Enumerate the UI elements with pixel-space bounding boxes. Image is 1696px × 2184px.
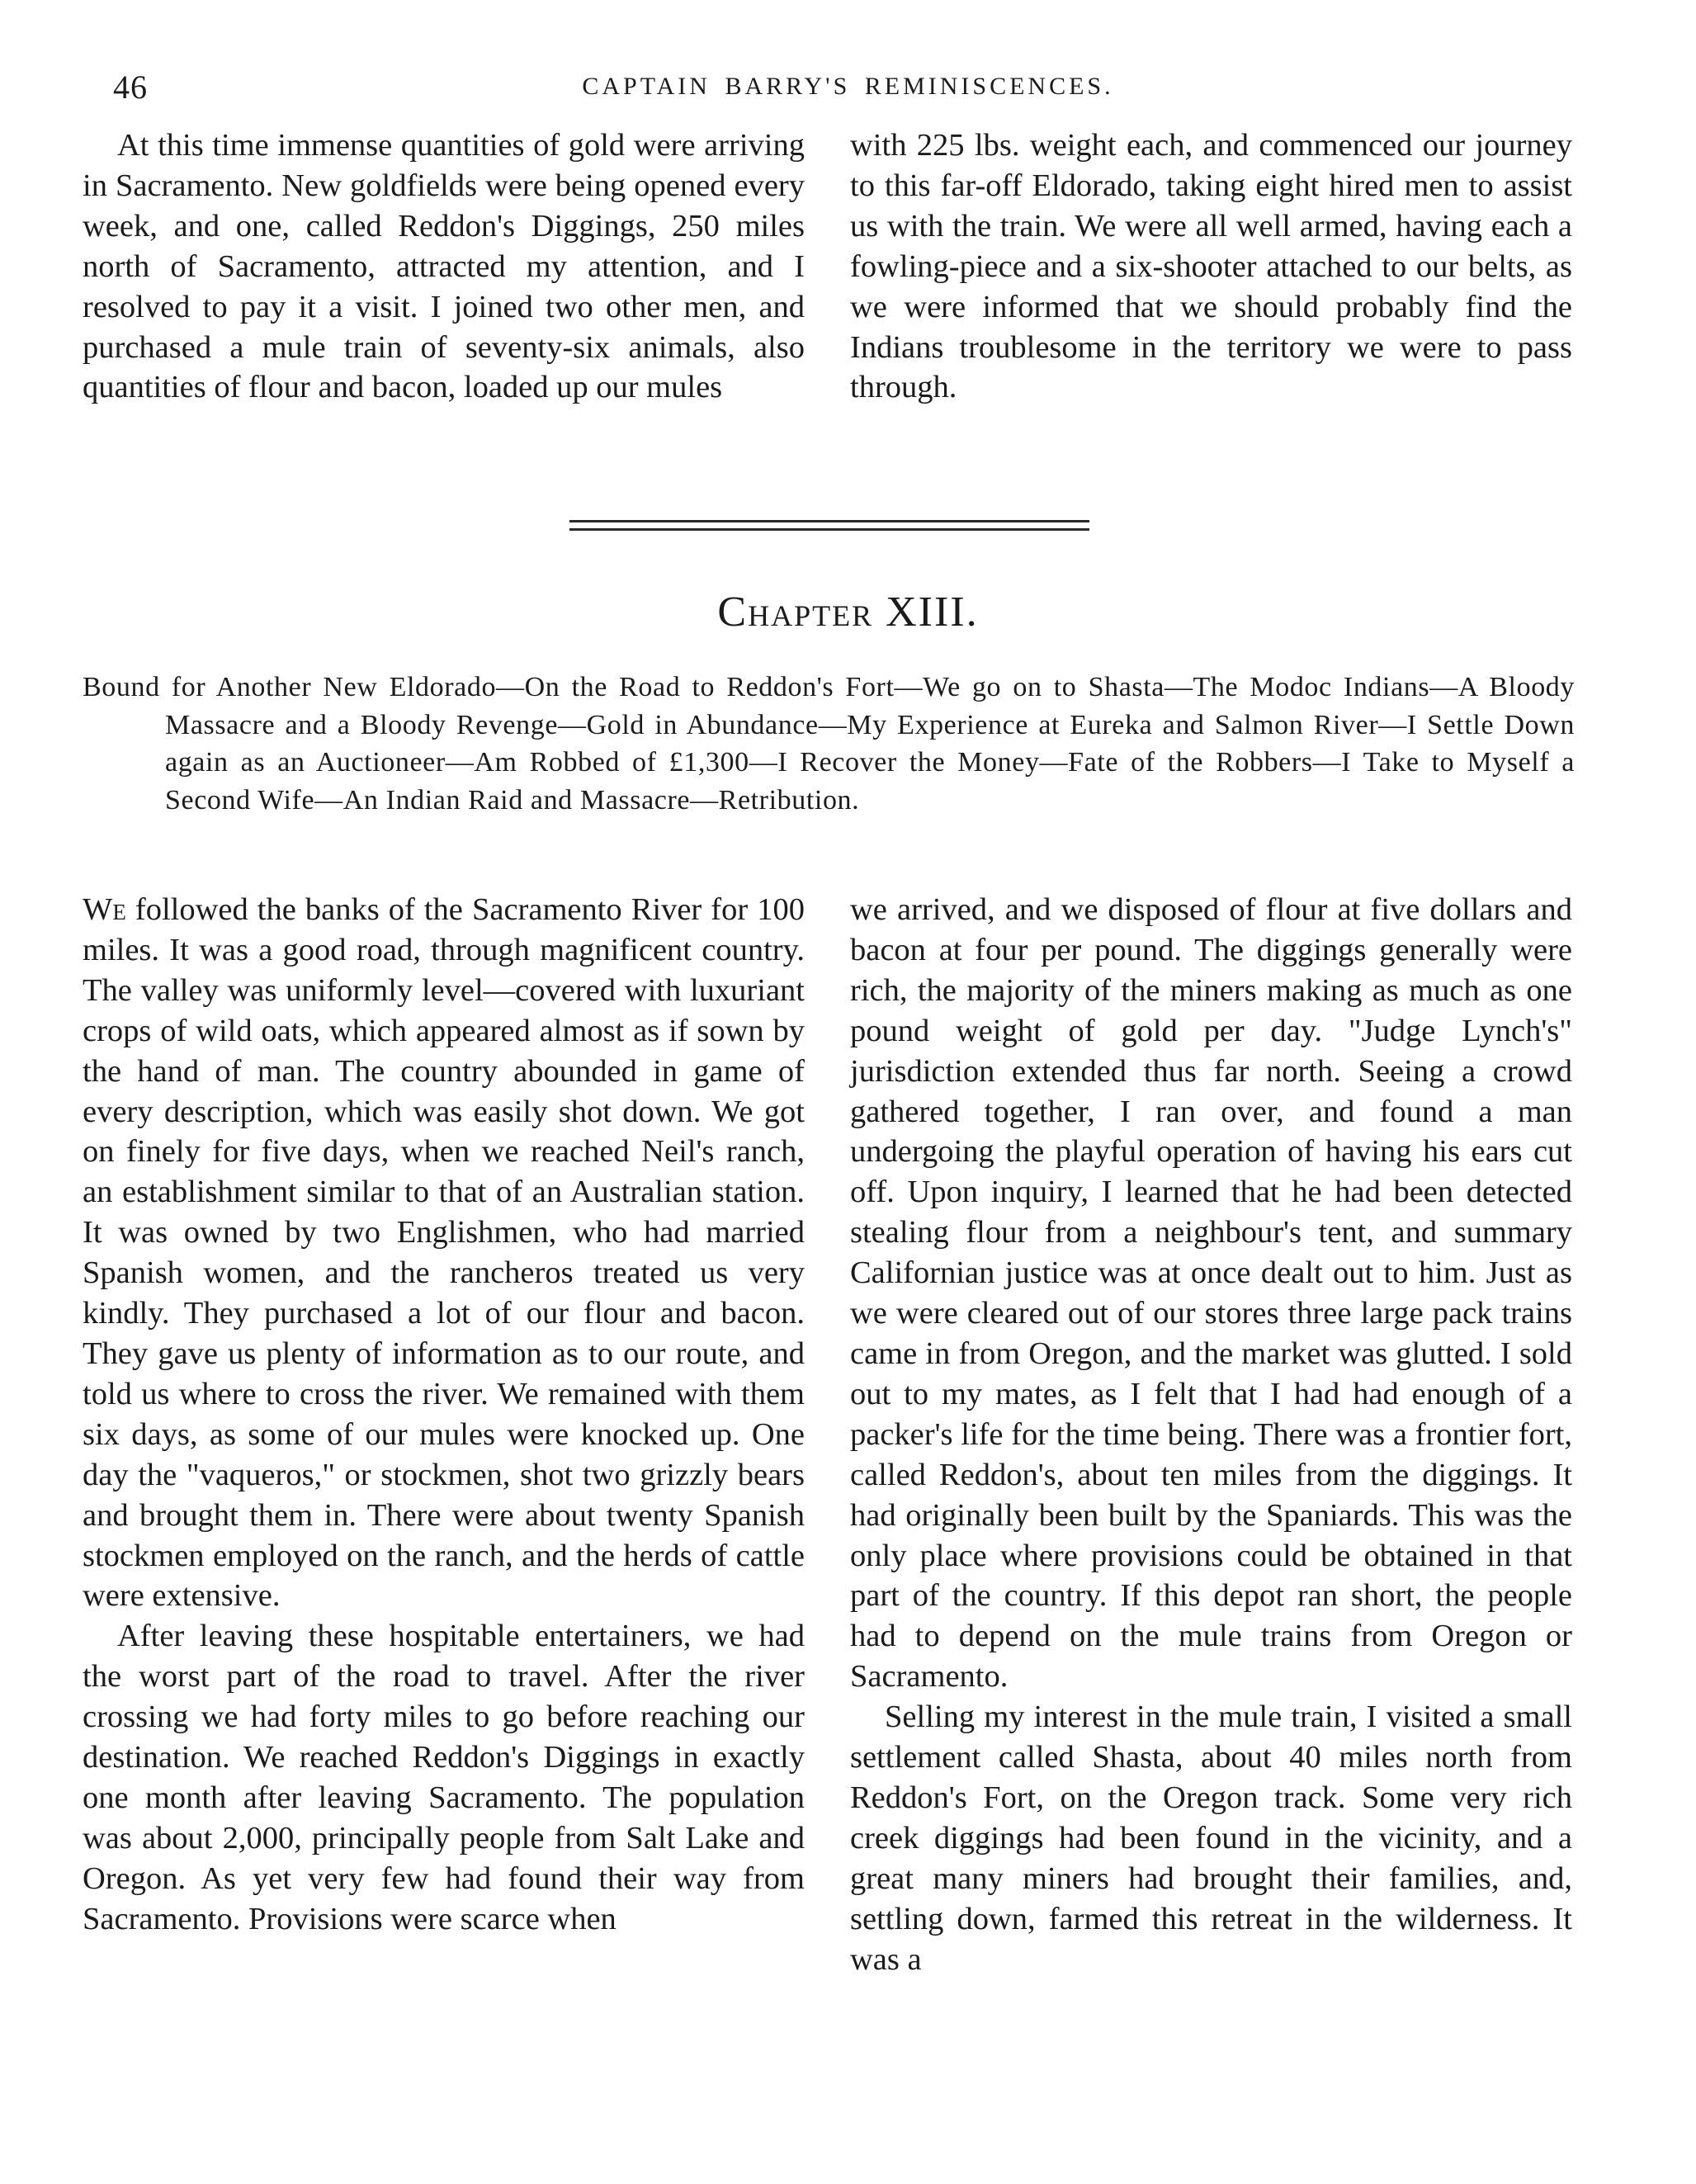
opening-word: We [83, 892, 126, 927]
page-number: 46 [113, 69, 148, 106]
body-right-column [850, 890, 1572, 1979]
paragraph [83, 890, 805, 1616]
section-divider-line [569, 520, 1089, 522]
paragraph: After leaving these hospitable entertainers, we had the worst part of the road to travel. After the river crossing we had forty miles to go before reaching our destination. We reached Reddon's Diggings in exactly one month after leaving Sacramento. The population was about 2,000, principally people from Salt Lake and Oregon. As yet very few had found their way from Sacramento. Provisions were scarce when [83, 1619, 805, 1936]
running-title: CAPTAIN BARRY'S REMINISCENCES. [582, 73, 1114, 100]
paragraph: we arrived, and we disposed of flour at five dollars and bacon at four per pound. The diggings generally were rich, the majority of the miners making as much as one pound weight of gold per day. "Judge Lynch's" jurisdiction extended thus far north. Seeing a crowd gathered together, I ran over, and found a man undergoing the playful operation of having his ears cut off. Upon inquiry, I learned that he had been detected stealing flour from a neighbour's tent, and summary Californian justice was at once dealt out to him. Just as we were cleared out of our stores three large pack trains came in from Oregon, and the market was glutted. I sold out to my mates, as I felt that I had had enough of a packer's life for the time being. There was a frontier fort, called Reddon's, about ten miles from the diggings. It had originally been built by the Spaniards. This was the only place where provisions could be obtained in that part of the country. If this depot ran short, the people had to depend on the mule trains from Oregon or Sacramento. [850, 892, 1572, 1695]
top-right-column [850, 125, 1572, 408]
paragraph-text: followed the banks of the Sacramento River for 100 miles. It was a good road, through magnificent country. The valley was uniformly level—covered with luxuriant crops of wild oats, which appeared almost as if sown by the hand of man. The country abounded in game of every description, which was easily shot down. We got on finely for five days, when we reached Neil's ranch, an establishment similar to that of an Australian station. It was owned by two Englishmen, who had married Spanish women, and the rancheros treated us very kindly. They purchased a lot of our flour and bacon. They gave us plenty of information as to our route, and told us where to cross the river. We remained with them six days, as some of our mules were knocked up. One day the "vaqueros," or stockmen, shot two grizzly bears and brought them in. There were about twenty Spanish stockmen employed on the ranch, and the herds of cattle were extensive. [83, 892, 805, 1614]
chapter-title: Chapter XIII. [717, 589, 979, 636]
paragraph: Selling my interest in the mule train, I visited a small settlement called Shasta, about 40 miles north from Reddon's Fort, on the Oregon track. Some very rich creek diggings had been found in the vicinity, and a great many miners had brought their families, and, settling down, farmed this retreat in the wilderness. It was a [850, 1699, 1572, 1977]
paragraph: At this time immense quantities of gold were arriving in Sacramento. New goldfields were being opened every week, and one, called Reddon's Diggings, 250 miles north of Sacramento, attracted my attention, and I resolved to pay it a visit. I joined two other men, and purchased a mule train of seventy-six animals, also quantities of flour and bacon, loaded up our mules [83, 128, 805, 405]
paragraph: with 225 lbs. weight each, and commenced our journey to this far-off Eldorado, taking eight hired men to assist us with the train. We were all well armed, having each a fowling-piece and a six-shooter attached to our belts, as we were informed that we should probably find the Indians troublesome in the territory we were to pass through. [850, 128, 1572, 405]
section-divider-line [569, 528, 1089, 531]
chapter-synopsis: Bound for Another New Eldorado—On the Road to Reddon's Fort—We go on to Shasta—The Modoc Indians—A Bloody Massacre and a Bloody Revenge—Gold in Abundance—My Experience at Eureka and Salmon River—I Settle Down again as an Auctioneer—Am Robbed of £1,300—I Recover the Money—Fate of the Robbers—I Take to Myself a Second Wife—An Indian Raid and Massacre—Retribution. [83, 672, 1575, 815]
body-left-column [83, 890, 805, 1940]
top-left-column [83, 125, 805, 408]
